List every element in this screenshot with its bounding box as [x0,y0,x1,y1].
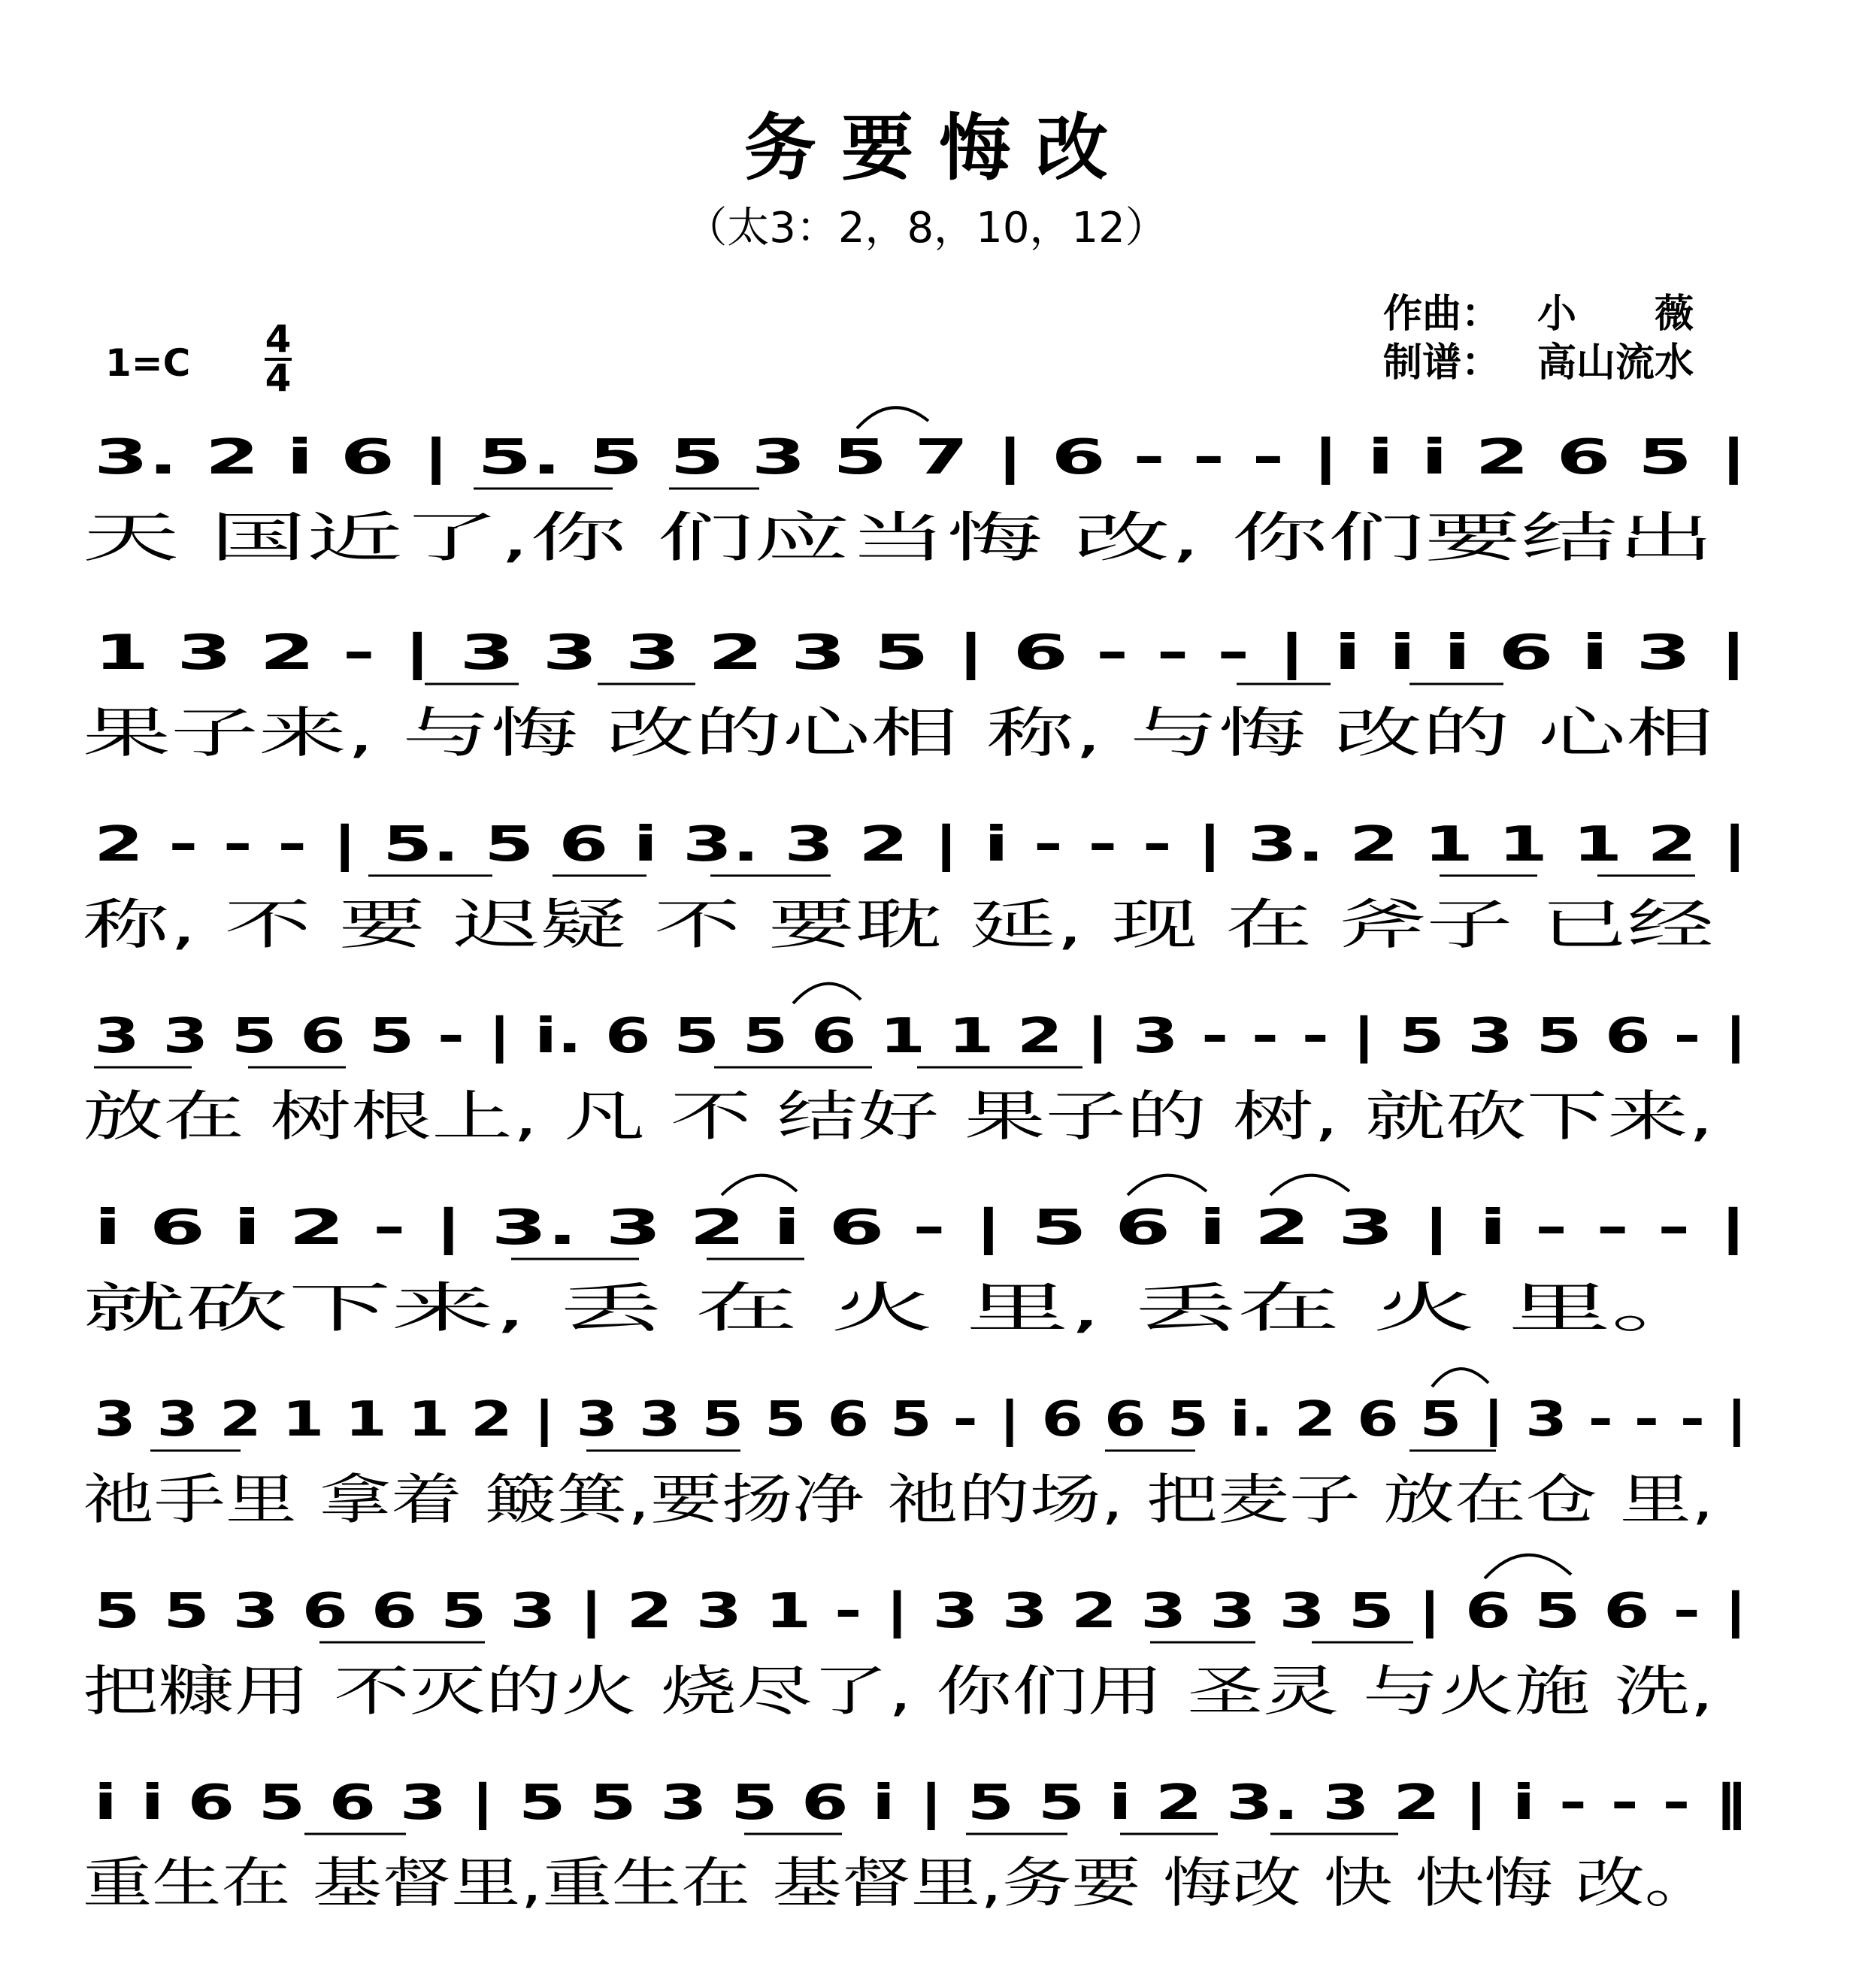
notation-line-5: i 6 i 2 - | 3. 3 2 i 6 - | 5 6 i 2 3 | i - - - | [94,1200,1748,1256]
scripture-reference: （太3：2，8，10，12） [685,204,1167,253]
composer-label: 作曲： [1383,292,1501,337]
system-7 [83,1555,1748,1723]
slur-1 [857,407,928,428]
notation-line-8: i i 6 5 6 3 | 5 5 3 5 6 i | 5 5 i 2 3. 3 2 | i - - - ‖ [94,1775,1748,1831]
slur-5c [1270,1176,1349,1195]
notation-line-2: 1 3 2 - | 3 3 3 2 3 5 | 6 - - - | i i i 6 i 3 | [94,625,1748,681]
lyric-line-4: 放在 树根上, 凡 不 结好 果子的 树, 就砍下来, [83,1085,1714,1148]
slur-6 [1432,1369,1488,1387]
system-1 [83,407,1748,569]
slur-5a [722,1176,797,1195]
slur-7 [1485,1555,1571,1578]
system-8 [83,1775,1748,1914]
time-signature-bottom: 4 [265,356,292,400]
notation-line-6: 3 3 2 1 1 1 2 | 3 3 5 5 6 5 - | 6 6 5 i. 2 6 5 | 3 - - - | [94,1392,1748,1448]
system-2 [83,625,1748,764]
lyric-line-5: 就砍下来, 丢 在 火 里, 丢在 火 里。 [83,1276,1714,1339]
composer-name: 小 薇 [1537,292,1694,337]
lyric-line-6: 祂手里 拿着 簸箕,要扬净 祂的场, 把麦子 放在仓 里, [83,1468,1714,1531]
notation-line-7: 5 5 3 6 6 5 3 | 2 3 1 - | 3 3 2 3 3 3 5 | 6 5 6 - | [94,1584,1748,1639]
key-signature: 1=C [105,341,191,385]
lyric-line-3: 称, 不 要 迟疑 不 要耽 延, 现 在 斧子 已经 [83,893,1714,956]
transcriber-name: 高山流水 [1537,340,1694,386]
notation-line-3: 2 - - - | 5. 5 6 i 3. 3 2 | i - - - | 3. 2 1 1 1 2 | [94,817,1748,873]
system-6 [83,1369,1748,1531]
system-4 [83,984,1748,1148]
system-5 [83,1176,1748,1339]
notation-line-1: 3. 2 i 6 | 5. 5 5 3 5 7 | 6 - - - | i i 2 6 5 | [94,430,1748,486]
notation-line-4: 3 3 5 6 5 - | i. 6 5 5 6 1 1 2 | 3 - - - | 5 3 5 6 - | [94,1009,1748,1064]
lyric-line-7: 把糠用 不灭的火 烧尽了, 你们用 圣灵 与火施 洗, [83,1660,1714,1723]
slur-4 [793,984,861,1003]
song-title: 务 要 悔 改 [743,106,1109,190]
slur-5b [1128,1176,1207,1195]
system-3 [83,817,1748,956]
lyric-line-1: 天 国近了,你 们应当悔 改, 你们要结出 [83,506,1714,569]
time-signature-top: 4 [265,317,292,361]
lyric-line-8: 重生在 基督里,重生在 基督里,务要 悔改 快 快悔 改。 [83,1851,1714,1914]
transcriber-label: 制谱： [1383,340,1501,386]
lyric-line-2: 果子来, 与悔 改的心相 称, 与悔 改的 心相 [83,701,1714,764]
